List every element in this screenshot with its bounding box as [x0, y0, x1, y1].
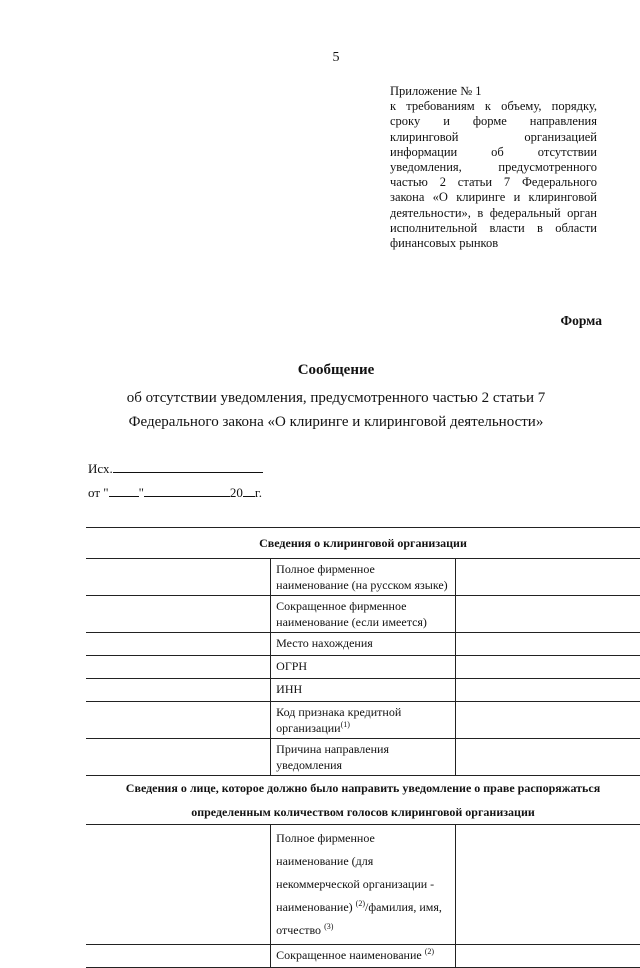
outgoing-label: Исх.	[88, 461, 113, 476]
outgoing-number	[88, 460, 263, 477]
row-value-field[interactable]	[455, 559, 640, 596]
table-row	[86, 656, 640, 679]
row-index-cell	[86, 596, 271, 633]
year-prefix: 20	[229, 485, 243, 500]
row-index-cell	[86, 656, 271, 679]
row-label	[271, 825, 456, 945]
footnote-mark: (1)	[340, 720, 350, 729]
table-row	[86, 559, 640, 596]
table-row	[86, 945, 640, 968]
footnote-mark: (3)	[324, 922, 334, 931]
subtitle-line-1: об отсутствии уведомления, предусмотренного частью 2 статьи 7	[126, 390, 546, 406]
row-label: Место нахождения	[271, 633, 456, 656]
section-clearing-org-title: Сведения о клиринговой организации	[86, 528, 640, 559]
row-label	[271, 945, 456, 968]
month-field[interactable]	[144, 484, 230, 497]
row-value-field[interactable]	[455, 739, 640, 776]
row-label	[271, 702, 456, 739]
table-row	[86, 633, 640, 656]
appendix-number: Приложение № 1	[390, 84, 482, 98]
appendix-note	[390, 84, 597, 251]
footnote-mark: (2)	[424, 947, 435, 956]
row-value-field[interactable]	[455, 633, 640, 656]
outgoing-number-field[interactable]	[113, 460, 263, 473]
table-row	[86, 702, 640, 739]
row-index-cell	[86, 825, 271, 945]
document-subtitle	[0, 386, 640, 434]
row-label: Причина направления уведомления	[271, 739, 456, 776]
row-index-cell	[86, 945, 271, 968]
date-line	[88, 484, 262, 501]
row-label: Сокращенное фирменное наименование (если имеется)	[271, 596, 456, 633]
date-from-label: от "	[88, 485, 109, 500]
row-index-cell	[86, 702, 271, 739]
document-title: Сообщение	[297, 362, 375, 378]
row-value-field[interactable]	[455, 596, 640, 633]
appendix-text: к требованиям к объему, порядку, сроку и форме направления клиринговой организацией информации об отсутствии уведомления, предусмотренного частью 2 статьи 7 Федерального закона «О клиринге и клиринговой деятельности», в федеральный орган исполнительной власти в области финансовых рынков	[390, 99, 597, 251]
table-row	[86, 679, 640, 702]
row-value-field[interactable]	[455, 945, 640, 968]
table-row	[86, 596, 640, 633]
section-person-title: Сведения о лице, которое должно было направить уведомление о праве распоряжаться определенным количеством голосов клиринговой организации	[86, 776, 640, 825]
year-field[interactable]	[243, 484, 255, 497]
subtitle-line-2: Федерального закона «О клиринге и клиринговой деятельности»	[128, 414, 544, 430]
date-quote: "	[138, 485, 144, 500]
section-header-row	[86, 528, 640, 559]
row-value-field[interactable]	[455, 656, 640, 679]
year-suffix: г.	[254, 485, 263, 500]
day-field[interactable]	[109, 484, 139, 497]
row-value-field[interactable]	[455, 702, 640, 739]
row-index-cell	[86, 633, 271, 656]
table-row	[86, 739, 640, 776]
table-row	[86, 825, 640, 945]
row-label-tail: /фамилия, имя, отчество	[276, 900, 442, 937]
information-table	[86, 527, 640, 968]
row-label: ИНН	[271, 679, 456, 702]
footnote-mark: (2)	[355, 899, 365, 908]
section-header-row	[86, 776, 640, 825]
row-value-field[interactable]	[455, 825, 640, 945]
form-label: Форма	[560, 313, 602, 328]
row-label-text: Код признака кредитной организации	[276, 705, 402, 735]
row-label: ОГРН	[271, 656, 456, 679]
page-number: 5	[332, 50, 340, 65]
row-label-text: Сокращенное наименование	[276, 948, 422, 962]
row-value-field[interactable]	[455, 679, 640, 702]
row-index-cell	[86, 679, 271, 702]
row-index-cell	[86, 739, 271, 776]
row-label: Полное фирменное наименование (на русском языке)	[271, 559, 456, 596]
row-index-cell	[86, 559, 271, 596]
row-label-text: Полное фирменное наименование (для некоммерческой организации - наименование)	[276, 831, 435, 914]
